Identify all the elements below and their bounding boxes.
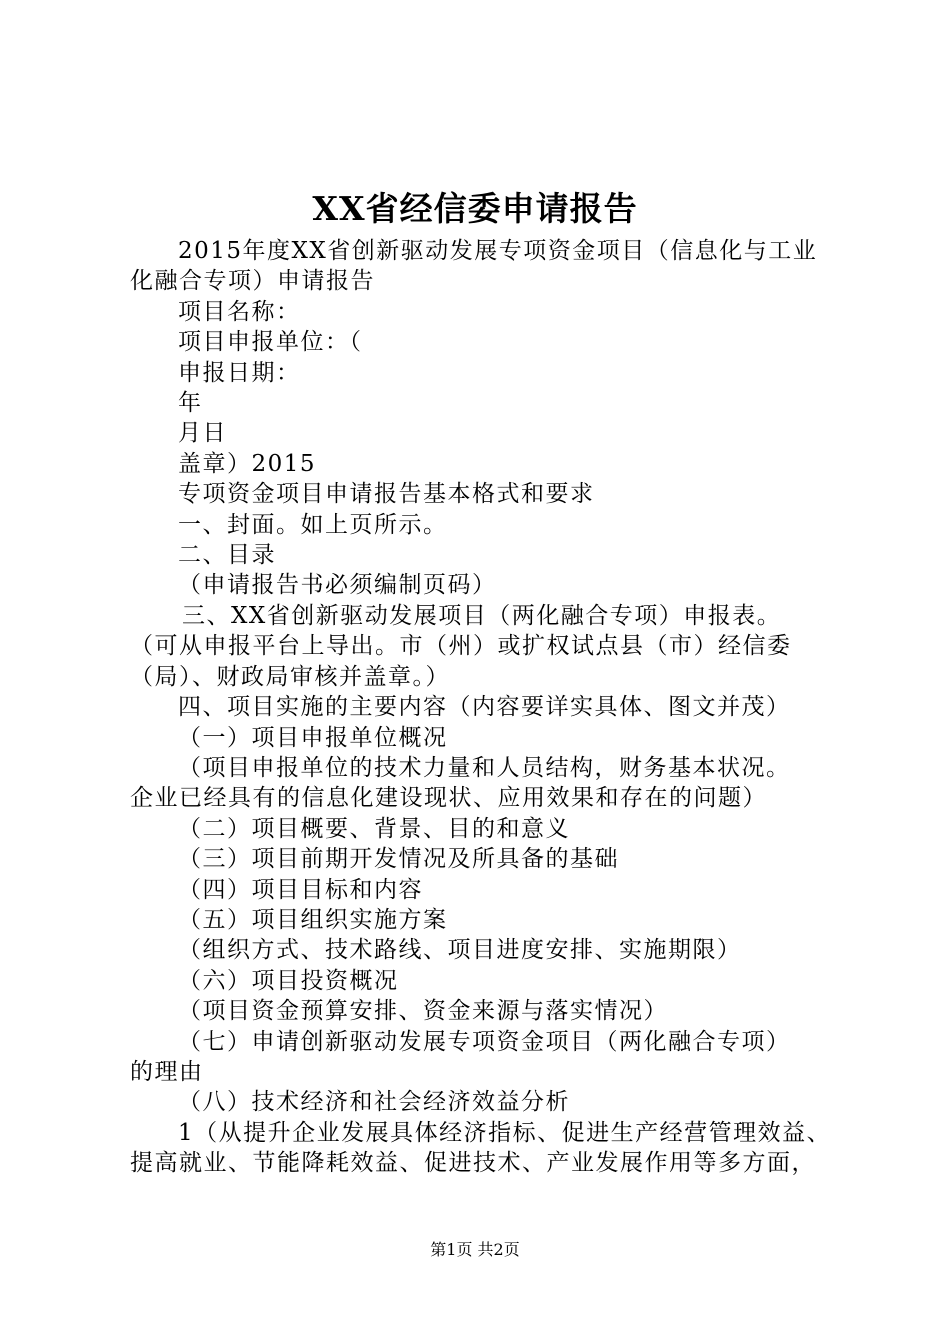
document-line: （组织方式、技术路线、项目进度安排、实施期限） [178,937,742,964]
page-footer: 第1页 共2页 [430,1240,520,1259]
document-line: （三）项目前期开发情况及所具备的基础 [178,846,619,873]
document-line: 提高就业、节能降耗效益、促进技术、产业发展作用等多方面， [130,1150,816,1177]
document-line: 专项资金项目申请报告基本格式和要求 [178,481,595,508]
document-line: （局）、财政局审核并盖章。） [130,663,450,690]
document-line: （二）项目概要、背景、目的和意义 [178,815,570,842]
document-line: （六）项目投资概况 [178,967,399,994]
document-title: XX省经信委申请报告 [312,189,638,228]
document-line: （可从申报平台上导出。市（州）或扩权试点县（市）经信委 [130,633,792,660]
document-line: （五）项目组织实施方案 [178,906,448,933]
document-line: 年 [178,390,203,417]
document-line: （一）项目申报单位概况 [178,724,448,751]
document-line: 四、项目实施的主要内容（内容要详实具体、图文并茂） [178,694,791,721]
document-line: （申请报告书必须编制页码） [178,572,497,599]
document-line: 化融合专项）申请报告 [130,268,375,295]
document-line: （四）项目目标和内容 [178,876,423,903]
document-line: 一、封面。如上页所示。 [178,511,448,538]
document-line: 申报日期： [178,359,301,386]
document-line: 三、XX省创新驱动发展项目（两化融合专项）申报表。 [182,602,782,629]
document-line: （八）技术经济和社会经济效益分析 [178,1089,570,1116]
document-line: 2015年度XX省创新驱动发展专项资金项目（信息化与工业 [178,238,818,264]
document-line: 的理由 [130,1058,204,1085]
document-line: 盖章）2015 [178,450,317,477]
document-line: 项目申报单位：（ [178,329,363,356]
document-line: 项目名称： [178,298,301,325]
document-line: 企业已经具有的信息化建设现状、应用效果和存在的问题） [130,785,767,812]
document-body [130,236,840,1179]
document-line: 月日 [178,420,227,447]
document-line: （项目申报单位的技术力量和人员结构，财务基本状况。 [178,754,791,781]
document-line: 二、目录 [178,542,276,569]
document-line: （项目资金预算安排、资金来源与落实情况） [178,998,668,1025]
document-line: （七）申请创新驱动发展专项资金项目（两化融合专项） [178,1028,791,1055]
document-line: 1（从提升企业发展具体经济指标、促进生产经营管理效益、 [178,1119,832,1146]
